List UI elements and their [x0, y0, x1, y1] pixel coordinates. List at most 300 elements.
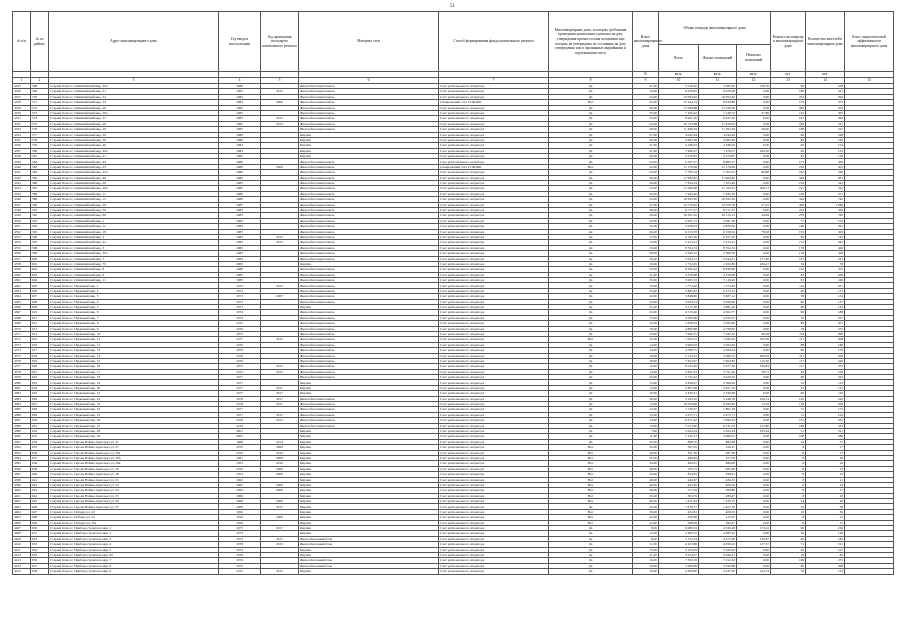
- cell-num: 4327: [13, 94, 31, 99]
- cell-district-no: 631: [31, 423, 49, 428]
- cell-wall-material: Железобетонная панель: [299, 412, 439, 417]
- cell-year-built: 1976: [219, 418, 261, 423]
- cell-wear: 32,00: [633, 218, 659, 223]
- cell-wall-material: Кирпич: [299, 305, 439, 310]
- cell-fund-method: Счет регионального оператора: [439, 94, 549, 99]
- cell-residents: 446: [806, 245, 845, 250]
- cell-fund-method: Счет регионального оператора: [439, 531, 549, 536]
- cell-year-repair: 2017: [261, 526, 299, 531]
- cell-district-no: 591: [31, 207, 49, 212]
- cell-year-repair: 2009: [261, 499, 299, 504]
- cell-residents: 76: [806, 261, 845, 266]
- cell-wall-material: Железобетонная панель: [299, 202, 439, 207]
- cell-address: Старый Оскол г, Олимпийский мкр, 28: [49, 121, 219, 126]
- cell-mkd-flag: Да: [549, 439, 633, 444]
- cell-fund-method: Счет регионального оператора: [439, 569, 549, 574]
- cell-wear: 34,00: [633, 520, 659, 525]
- cell-wall-material: Кирпич: [299, 385, 439, 390]
- cell-num: 4326: [13, 89, 31, 94]
- cell-address: Старый Оскол г, Олимпийский мкр, 11: [49, 278, 219, 283]
- cell-area-total: 2 685,22: [659, 531, 699, 536]
- cell-num: 4335: [13, 137, 31, 142]
- cell-wear: 45,00: [633, 445, 659, 450]
- cell-wall-material: Кирпич: [299, 434, 439, 439]
- cell-num: 4392: [13, 445, 31, 450]
- cell-area-total: 3 974,07: [659, 552, 699, 557]
- cell-mkd-flag: Да: [549, 278, 633, 283]
- cell-flats: 178: [771, 245, 806, 250]
- cell-flats: 88: [771, 342, 806, 347]
- cell-year-built: 1985: [219, 110, 261, 115]
- cell-area-total: 7 945,40: [659, 191, 699, 196]
- cell-wall-material: Кирпич: [299, 499, 439, 504]
- cell-wear: 23,00: [633, 321, 659, 326]
- cell-district-no: 572: [31, 105, 49, 110]
- cell-num: 4343: [13, 181, 31, 186]
- cell-mkd-flag: Да: [549, 121, 633, 126]
- cell-address: Старый Оскол г, Приборостроитель мкр, 6б: [49, 552, 219, 557]
- cell-district-no: 569: [31, 89, 49, 94]
- cell-area-nonliving: 173,22: [737, 526, 771, 531]
- cell-address: Старый Оскол г, Парковый мкр, 5: [49, 305, 219, 310]
- col-number: 3: [49, 78, 219, 84]
- cell-wear: 14,00: [633, 369, 659, 374]
- cell-residents: 1 080: [806, 202, 845, 207]
- cell-wall-material: Железобетонная панель: [299, 164, 439, 169]
- unit-ppl: чел.: [806, 72, 845, 78]
- cell-wear: 14,00: [633, 89, 659, 94]
- cell-address: Старый Оскол г, Героев Войны Арнольда ул, 51: [49, 477, 219, 482]
- cell-area-total: 2 195,93: [659, 547, 699, 552]
- cell-flats: 85: [771, 234, 806, 239]
- cell-flats: 180: [771, 89, 806, 94]
- cell-wear: 22,00: [633, 159, 659, 164]
- cell-num: 4361: [13, 278, 31, 283]
- cell-area-living: 11 391,59: [699, 127, 737, 132]
- cell-wear: 20,00: [633, 396, 659, 401]
- cell-year-built: 1973: [219, 299, 261, 304]
- cell-mkd-flag: Да: [549, 342, 633, 347]
- cell-address: Старый Оскол г, Парковый мкр, 12: [49, 342, 219, 347]
- cell-fund-method: Счет регионального оператора: [439, 310, 549, 315]
- cell-num: 4410: [13, 542, 31, 547]
- cell-area-total: 7 456,42: [659, 110, 699, 115]
- cell-flats: 85: [771, 272, 806, 277]
- cell-area-nonliving: 0,00: [737, 493, 771, 498]
- cell-district-no: 610: [31, 310, 49, 315]
- cell-flats: 56: [771, 569, 806, 574]
- cell-wall-material: Железобетонная панель: [299, 396, 439, 401]
- col-number: 7: [439, 78, 549, 84]
- cell-area-nonliving: 0,00: [737, 100, 771, 105]
- cell-wall-material: Железобетонная панель: [299, 353, 439, 358]
- cell-area-living: 8 983,77: [699, 159, 737, 164]
- cell-num: 4333: [13, 127, 31, 132]
- cell-address: Старый Оскол г, Олимпийский мкр, 27: [49, 116, 219, 121]
- cell-area-living: 4 083,36: [699, 137, 737, 142]
- cell-residents: 127: [806, 288, 845, 293]
- cell-wear: 21,00: [633, 552, 659, 557]
- cell-num: 4364: [13, 294, 31, 299]
- cell-area-living: 6 158,32: [699, 229, 737, 234]
- cell-num: 4334: [13, 132, 31, 137]
- cell-address: Старый Оскол г, Олимпийский мкр, 40а: [49, 148, 219, 153]
- cell-mkd-flag: Да: [549, 89, 633, 94]
- cell-num: 4372: [13, 337, 31, 342]
- cell-num: 4415: [13, 569, 31, 574]
- cell-flats: 200: [771, 105, 806, 110]
- cell-year-repair: 2013: [261, 364, 299, 369]
- cell-wall-material: Кирпич: [299, 504, 439, 509]
- cell-fund-method: Счет регионального оператора: [439, 197, 549, 202]
- cell-year-built: 1977: [219, 412, 261, 417]
- cell-num: 4373: [13, 342, 31, 347]
- cell-year-built: 1956: [219, 509, 261, 514]
- cell-area-living: 408,59: [699, 509, 737, 514]
- cell-flats: 170: [771, 100, 806, 105]
- cell-mkd-flag: Да: [549, 353, 633, 358]
- cell-residents: 186: [806, 342, 845, 347]
- cell-year-built: 1976: [219, 348, 261, 353]
- cell-address: Старый Оскол г, Олимпийский мкр, 7б: [49, 261, 219, 266]
- cell-area-living: 5 044,51: [699, 256, 737, 261]
- cell-area-nonliving: 129,67: [737, 536, 771, 541]
- cell-address: Старый Оскол г, Парковый мкр, 9: [49, 326, 219, 331]
- cell-area-nonliving: 0,00: [737, 380, 771, 385]
- cell-mkd-flag: Да: [549, 434, 633, 439]
- cell-wall-material: Железобетонная панель: [299, 331, 439, 336]
- cell-area-total: 4 203,86: [659, 542, 699, 547]
- cell-num: 4325: [13, 84, 31, 89]
- cell-num: 4385: [13, 407, 31, 412]
- cell-area-living: 409,30: [699, 482, 737, 487]
- header-row-main: [13, 12, 894, 45]
- cell-area-nonliving: 0,00: [737, 197, 771, 202]
- cell-address: Старый Оскол г, Приборостроитель мкр, 9: [49, 569, 219, 574]
- cell-area-living: 430,33: [699, 477, 737, 482]
- cell-area-nonliving: 37,86: [737, 110, 771, 115]
- cell-district-no: 586: [31, 181, 49, 186]
- cell-address: Старый Оскол г, Парковый мкр, 10: [49, 331, 219, 336]
- cell-year-repair: 2015: [261, 89, 299, 94]
- cell-year-repair: 2015: [261, 240, 299, 245]
- cell-fund-method: Счет регионального оператора: [439, 520, 549, 525]
- cell-area-living: 7 064,82: [699, 358, 737, 363]
- cell-num: 4337: [13, 148, 31, 153]
- cell-mkd-flag: Нет: [549, 488, 633, 493]
- cell-area-total: 7 052,27: [659, 337, 699, 342]
- cell-wear: 45,00: [633, 493, 659, 498]
- unit-sqm: кв.м.: [699, 72, 737, 78]
- cell-mkd-flag: Да: [549, 326, 633, 331]
- cell-area-nonliving: 0,00: [737, 412, 771, 417]
- cell-residents: 139: [806, 154, 845, 159]
- cell-area-living: 2 827,18: [699, 385, 737, 390]
- cell-year-built: 1975: [219, 331, 261, 336]
- cell-wall-material: Железобетонная панель: [299, 315, 439, 320]
- cell-fund-method: Счет регионального оператора: [439, 137, 549, 142]
- cell-address: Старый Оскол г, Олимпийский мкр, 1а: [49, 224, 219, 229]
- cell-num: 4391: [13, 439, 31, 444]
- cell-year-built: 1975: [219, 283, 261, 288]
- cell-district-no: 633: [31, 434, 49, 439]
- cell-area-living: 1 627,39: [699, 504, 737, 509]
- cell-area-total: 398,09: [659, 520, 699, 525]
- cell-fund-method: Счет регионального оператора: [439, 353, 549, 358]
- cell-residents: 527: [806, 127, 845, 132]
- cell-fund-method: Счет регионального оператора: [439, 423, 549, 428]
- cell-flats: 51: [771, 429, 806, 434]
- cell-wear: 16,00: [633, 353, 659, 358]
- cell-fund-method: Счет регионального оператора: [439, 348, 549, 353]
- cell-residents: 153: [806, 218, 845, 223]
- cell-mkd-flag: Да: [549, 315, 633, 320]
- cell-residents: 164: [806, 369, 845, 374]
- cell-year-built: 1977: [219, 391, 261, 396]
- cell-mkd-flag: Да: [549, 148, 633, 153]
- cell-area-living: 11 165,03: [699, 186, 737, 191]
- cell-year-built: 1977: [219, 375, 261, 380]
- cell-area-total: 4 378,98: [659, 272, 699, 277]
- cell-wear: 8,00: [633, 526, 659, 531]
- cell-wear: 13,00: [633, 423, 659, 428]
- cell-wear: 48,00: [633, 488, 659, 493]
- cell-wear: 25,00: [633, 288, 659, 293]
- col-number: 6: [299, 78, 439, 84]
- cell-area-total: 9 947,50: [659, 116, 699, 121]
- cell-residents: 436: [806, 159, 845, 164]
- cell-residents: 542: [806, 186, 845, 191]
- cell-address: Старый Оскол г, Победы ул, 33: [49, 515, 219, 520]
- cell-residents: 291: [806, 224, 845, 229]
- cell-area-total: 5 645,52: [659, 251, 699, 256]
- cell-wear: 25,00: [633, 337, 659, 342]
- cell-num: 4341: [13, 170, 31, 175]
- cell-num: 4332: [13, 121, 31, 126]
- cell-num: 4412: [13, 552, 31, 557]
- cell-mkd-flag: Да: [549, 186, 633, 191]
- cell-mkd-flag: Нет: [549, 520, 633, 525]
- cell-district-no: 593: [31, 218, 49, 223]
- cell-fund-method: Счет регионального оператора: [439, 439, 549, 444]
- cell-area-living: 3 680,01: [699, 434, 737, 439]
- header-year-built: Год ввода в эксплуатацию: [219, 12, 261, 72]
- cell-area-living: 4 432,27: [699, 315, 737, 320]
- cell-area-living: 882,08: [699, 439, 737, 444]
- cell-wall-material: Железобетонный блок: [299, 536, 439, 541]
- cell-address: Старый Оскол г, Героев Войны Арнольда ул, 54: [49, 488, 219, 493]
- cell-area-nonliving: 0,00: [737, 207, 771, 212]
- cell-district-no: 596: [31, 234, 49, 239]
- cell-mkd-flag: Да: [549, 542, 633, 547]
- cell-district-no: 657: [31, 563, 49, 568]
- cell-year-built: 1986: [219, 191, 261, 196]
- cell-area-nonliving: 0,00: [737, 164, 771, 169]
- cell-wear: 29,00: [633, 213, 659, 218]
- cell-flats: 78: [771, 326, 806, 331]
- cell-mkd-flag: Да: [549, 402, 633, 407]
- cell-district-no: 632: [31, 429, 49, 434]
- cell-year-repair: 2015: [261, 234, 299, 239]
- cell-area-nonliving: 0,00: [737, 418, 771, 423]
- cell-mkd-flag: Да: [549, 84, 633, 89]
- cell-mkd-flag: Да: [549, 536, 633, 541]
- cell-area-total: 12 710,92: [659, 202, 699, 207]
- cell-wear: 21,00: [633, 84, 659, 89]
- cell-area-living: 3 543,88: [699, 563, 737, 568]
- cell-wear: 25,00: [633, 439, 659, 444]
- cell-address: Старый Оскол г, Героев Войны Арнольда ул, 30: [49, 466, 219, 471]
- cell-district-no: 618: [31, 353, 49, 358]
- cell-area-living: 2 685,22: [699, 531, 737, 536]
- cell-district-no: 630: [31, 418, 49, 423]
- cell-wear: 13,00: [633, 412, 659, 417]
- cell-year-repair: 2015: [261, 542, 299, 547]
- table-body: [13, 84, 894, 575]
- cell-area-living: 6 197,20: [699, 234, 737, 239]
- cell-year-repair: 2008: [261, 455, 299, 460]
- cell-area-living: 4 610,35: [699, 375, 737, 380]
- cell-flats: 24: [771, 504, 806, 509]
- cell-address: Старый Оскол г, Олимпийский мкр, 60: [49, 213, 219, 218]
- cell-area-total: 4 261,73: [659, 218, 699, 223]
- cell-address: Старый Оскол г, Олимпийский мкр, 49а: [49, 186, 219, 191]
- header-fund-method: Способ формирования фонда капитального ремонта: [439, 12, 549, 72]
- cell-mkd-flag: Да: [549, 181, 633, 186]
- cell-district-no: 582: [31, 159, 49, 164]
- cell-area-total: 9 167,37: [659, 159, 699, 164]
- cell-area-living: 3 751,46: [699, 369, 737, 374]
- col-number: 14: [806, 78, 845, 84]
- col-number: 15: [845, 78, 894, 84]
- cell-mkd-flag: Да: [549, 558, 633, 563]
- cell-area-total: 1 773,40: [659, 283, 699, 288]
- cell-flats: 85: [771, 563, 806, 568]
- cell-num: 4340: [13, 164, 31, 169]
- cell-flats: 252: [771, 94, 806, 99]
- cell-flats: 82: [771, 137, 806, 142]
- cell-wall-material: Железобетонная панель: [299, 213, 439, 218]
- cell-year-repair: 2013: [261, 569, 299, 574]
- cell-flats: 8: [771, 450, 806, 455]
- cell-address: Старый Оскол г, Парковый мкр, 8: [49, 321, 219, 326]
- cell-wall-material: Железобетонная панель: [299, 337, 439, 342]
- cell-fund-method: Счет регионального оператора: [439, 369, 549, 374]
- cell-wall-material: Железобетонная панель: [299, 224, 439, 229]
- cell-address: Старый Оскол г, Героев Войны Арнольда ул, 38: [49, 472, 219, 477]
- cell-flats: 90: [771, 526, 806, 531]
- cell-area-living: 486,98: [699, 461, 737, 466]
- cell-fund-method: Счет регионального оператора: [439, 207, 549, 212]
- cell-wear: 23,00: [633, 299, 659, 304]
- cell-wall-material: Кирпич: [299, 488, 439, 493]
- cell-wall-material: Железобетонная панель: [299, 348, 439, 353]
- cell-residents: 308: [806, 337, 845, 342]
- cell-district-no: 636: [31, 450, 49, 455]
- cell-fund-method: Счет регионального оператора: [439, 261, 549, 266]
- cell-area-living: 4 564,54: [699, 348, 737, 353]
- cell-num: 4352: [13, 229, 31, 234]
- cell-area-living: 357,59: [699, 455, 737, 460]
- cell-area-nonliving: 57,25: [737, 202, 771, 207]
- cell-flats: 77: [771, 218, 806, 223]
- cell-district-no: 650: [31, 526, 49, 531]
- cell-num: 4351: [13, 224, 31, 229]
- cell-wall-material: Кирпич: [299, 391, 439, 396]
- cell-district-no: 640: [31, 472, 49, 477]
- cell-area-living: 3 385,30: [699, 84, 737, 89]
- cell-address: Старый Оскол г, Приборостроитель мкр, 2: [49, 531, 219, 536]
- cell-year-built: 1985: [219, 121, 261, 126]
- cell-wear: 22,00: [633, 294, 659, 299]
- cell-num: 4349: [13, 213, 31, 218]
- cell-address: Старый Оскол г, Олимпийский мкр, 1: [49, 218, 219, 223]
- cell-fund-method: Счет регионального оператора: [439, 213, 549, 218]
- cell-area-living: 11 176,69: [699, 164, 737, 169]
- cell-wear: 18,00: [633, 358, 659, 363]
- cell-mkd-flag: Нет: [549, 445, 633, 450]
- cell-wall-material: Кирпич: [299, 493, 439, 498]
- cell-mkd-flag: Да: [549, 272, 633, 277]
- cell-wear: 12,00: [633, 407, 659, 412]
- cell-year-built: 1986: [219, 159, 261, 164]
- cell-area-nonliving: 226,14: [737, 396, 771, 401]
- cell-fund-method: Счет регионального оператора: [439, 331, 549, 336]
- cell-area-total: 1 678,77: [659, 504, 699, 509]
- cell-year-built: 1977: [219, 407, 261, 412]
- cell-residents: 182: [806, 536, 845, 541]
- cell-wall-material: Кирпич: [299, 148, 439, 153]
- cell-area-total: 5 413,21: [659, 240, 699, 245]
- cell-residents: 430: [806, 402, 845, 407]
- cell-area-living: 2 650,60: [699, 299, 737, 304]
- cell-area-nonliving: 0,00: [737, 267, 771, 272]
- cell-residents: 371: [806, 191, 845, 196]
- cell-flats: 326: [771, 197, 806, 202]
- cell-wall-material: Железобетонная панель: [299, 94, 439, 99]
- cell-address: Старый Оскол г, Олимпийский мкр, 39: [49, 137, 219, 142]
- cell-area-nonliving: 0,00: [737, 305, 771, 310]
- cell-area-nonliving: 96,58: [737, 331, 771, 336]
- cell-mkd-flag: Да: [549, 423, 633, 428]
- cell-flats: 135: [771, 418, 806, 423]
- cell-wall-material: Железобетонная панель: [299, 267, 439, 272]
- cell-mkd-flag: Нет: [549, 461, 633, 466]
- cell-fund-method: Счет регионального оператора: [439, 364, 549, 369]
- cell-energy-class: [845, 569, 894, 574]
- cell-wall-material: Железобетонная панель: [299, 358, 439, 363]
- cell-address: Старый Оскол г, Олимпийский мкр, 21: [49, 89, 219, 94]
- cell-area-nonliving: 58,77: [737, 369, 771, 374]
- unit-sqm: кв.м.: [737, 72, 771, 78]
- unit-pct: %: [633, 72, 659, 78]
- cell-wear: 49,00: [633, 482, 659, 487]
- cell-area-nonliving: 26,60: [737, 127, 771, 132]
- cell-district-no: 597: [31, 240, 49, 245]
- header-address: Адрес многоквартирного дома: [49, 12, 219, 72]
- cell-address: Старый Оскол г, Приборостроитель мкр, 4: [49, 542, 219, 547]
- cell-area-living: 4 302,77: [699, 310, 737, 315]
- cell-area-nonliving: 0,00: [737, 504, 771, 509]
- cell-wall-material: Железобетонная панель: [299, 116, 439, 121]
- cell-mkd-flag: Да: [549, 207, 633, 212]
- cell-mkd-flag: Да: [549, 234, 633, 239]
- cell-district-no: 628: [31, 407, 49, 412]
- cell-wall-material: Кирпич: [299, 526, 439, 531]
- cell-fund-method: Счет регионального оператора: [439, 84, 549, 89]
- cell-area-nonliving: 0,00: [737, 482, 771, 487]
- cell-residents: 57: [806, 439, 845, 444]
